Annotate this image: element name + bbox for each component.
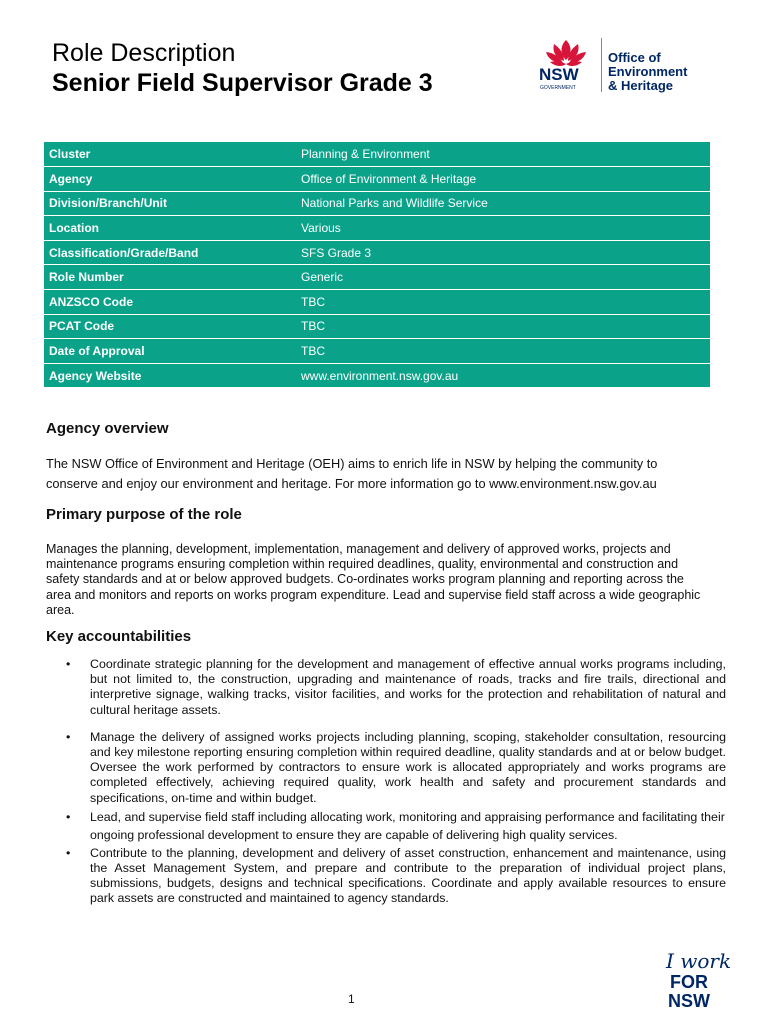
bullet-icon: •	[66, 809, 71, 824]
agency-website-link[interactable]: www.environment.nsw.gov.au	[296, 363, 710, 388]
table-row	[44, 240, 710, 265]
table-label: Agency	[44, 167, 296, 192]
table-label: Date of Approval	[44, 339, 296, 364]
primary-purpose-heading: Primary purpose of the role	[46, 506, 242, 523]
bullet-icon: •	[66, 657, 71, 671]
table-value: TBC	[296, 339, 710, 364]
table-row	[44, 363, 710, 388]
list-item: • Coordinate strategic planning for the development and management of effective annual works programs including, but not limited to, the construction, upgrading and maintenance of roads, tracks and fire trails, directional and interpretive signage, walking tracks, visitor facilities, and works for the protection and rehabilitation of natural and cultural heritage assets.	[66, 657, 726, 717]
waratah-emblem-icon	[536, 36, 712, 94]
table-row	[44, 167, 710, 192]
table-value: Office of Environment & Heritage	[296, 167, 710, 192]
table-label: Location	[44, 216, 296, 241]
table-row	[44, 314, 710, 339]
table-value: Planning & Environment	[296, 142, 710, 167]
table-value: Various	[296, 216, 710, 241]
svg-text:& Heritage: & Heritage	[608, 78, 674, 93]
table-row	[44, 142, 710, 167]
table-value: National Parks and Wildlife Service	[296, 191, 710, 216]
list-item: • Contribute to the planning, development and delivery of asset construction, enhancement and maintenance, using the Asset Management System, and prepare and contribute to the preparation of individual project plans, submissions, budgets, designs and technical specifications. Coordinate and apply available resources to ensure park assets are constructed and maintained to agency standards.	[66, 845, 726, 906]
table-value: SFS Grade 3	[296, 240, 710, 265]
key-accountabilities-heading: Key accountabilities	[46, 628, 192, 645]
accountabilities-list	[46, 657, 726, 907]
title-block	[52, 38, 433, 98]
table-value: TBC	[296, 290, 710, 315]
svg-text:GOVERNMENT: GOVERNMENT	[540, 85, 576, 91]
page-number: 1	[348, 992, 355, 1006]
agency-overview-heading: Agency overview	[46, 420, 169, 437]
svg-text:Office of: Office of	[608, 50, 661, 65]
table-label: Agency Website	[44, 363, 296, 388]
svg-text:NSW: NSW	[539, 65, 579, 84]
svg-text:I work: I work	[666, 949, 730, 973]
table-label: PCAT Code	[44, 314, 296, 339]
table-label: Cluster	[44, 142, 296, 167]
svg-text:FOR: FOR	[670, 972, 708, 992]
agency-overview-text: The NSW Office of Environment and Heritage (OEH) aims to enrich life in NSW by helping the community to conserve and enjoy our environment and heritage. For more information go to www.environment.nsw.gov.au	[46, 456, 658, 491]
bullet-icon: •	[66, 729, 71, 744]
role-title: Senior Field Supervisor Grade 3	[52, 69, 433, 97]
list-item: • Manage the delivery of assigned works projects including planning, scoping, stakeholder consultation, resourcing and key milestone reporting ensuring completion within required deadline, quality standards and at or below budget. Oversee the work performed by contractors to ensure work is allocated appropriately and works programs are completed effectively, achieving required quality, work health and safety and procurement standards and specifications, on-time and within budget.	[66, 729, 726, 805]
table-label: ANZSCO Code	[44, 290, 296, 315]
table-row	[44, 339, 710, 364]
table-value: Generic	[296, 265, 710, 290]
i-work-for-nsw-badge	[660, 946, 730, 1010]
svg-text:Environment: Environment	[608, 64, 688, 79]
table-label: Role Number	[44, 265, 296, 290]
table-row	[44, 290, 710, 315]
primary-purpose-text: Manages the planning, development, implementation, management and delivery of approved works, projects and maintenance programs ensuring completion within required deadlines, quality, environmental and construction and safety standards and at or below approved budgets. Co-ordinates works program planning and reporting across the area and monitors and reports on works program expenditure. Lead and supervise field staff across a wide geographic area.	[46, 542, 701, 617]
table-value: TBC	[296, 314, 710, 339]
table-row	[44, 265, 710, 290]
nsw-oeh-logo	[536, 36, 712, 94]
table-label: Classification/Grade/Band	[44, 240, 296, 265]
table-label: Division/Branch/Unit	[44, 191, 296, 216]
svg-text:NSW: NSW	[668, 991, 710, 1010]
table-row	[44, 191, 710, 216]
list-item: • Lead, and supervise field staff including allocating work, monitoring and appraising performance and facilitating their ongoing professional development to ensure they are capable of delivering high quality services.	[66, 809, 725, 842]
role-info-table	[44, 142, 710, 388]
bullet-icon: •	[66, 845, 71, 860]
page-title: Role Description	[52, 39, 236, 67]
table-row	[44, 216, 710, 241]
